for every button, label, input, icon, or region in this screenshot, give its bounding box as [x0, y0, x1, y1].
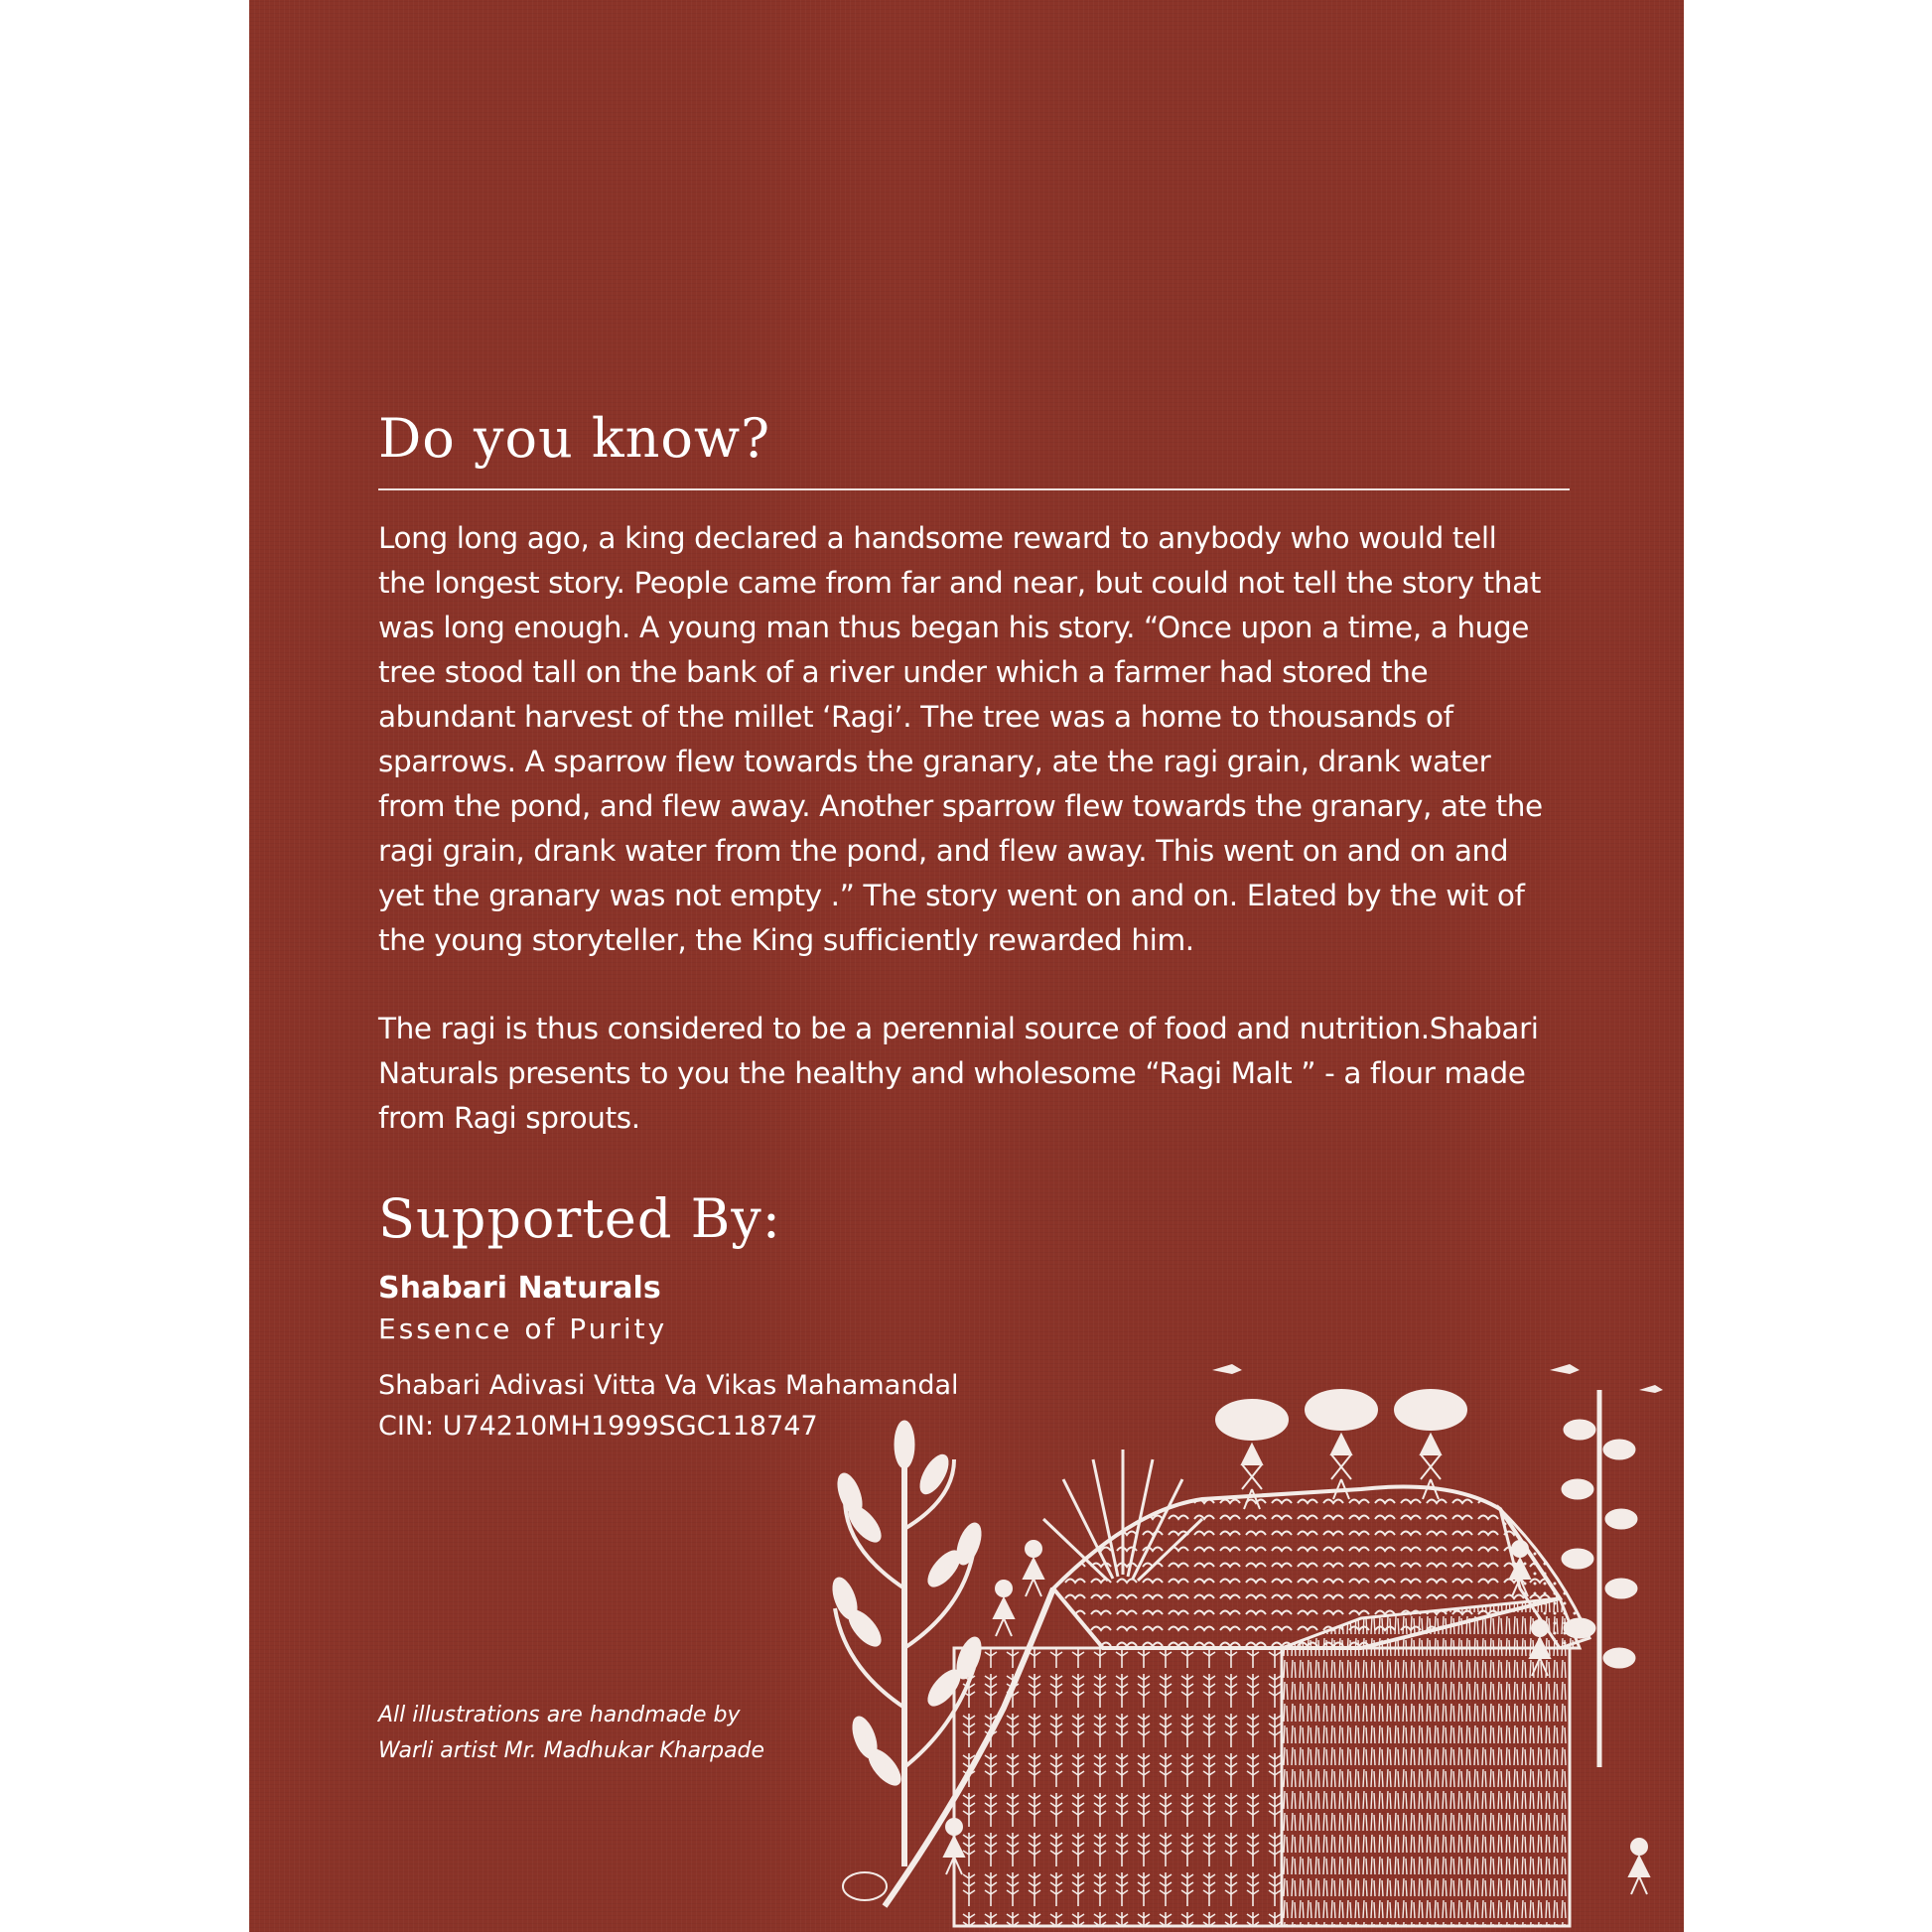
- story-paragraph: [378, 516, 1585, 963]
- story-line: yet the granary was not empty .” The story went on and on. Elated by the wit of: [378, 879, 1525, 912]
- right-tree: [1562, 1390, 1637, 1767]
- page-heading: Do you know?: [378, 407, 771, 470]
- story-line: sparrows. A sparrow flew towards the granary, ate the ragi grain, drank water: [378, 745, 1491, 778]
- grass-field: [1282, 1648, 1570, 1926]
- closing-line: The ragi is thus considered to be a perennial source of food and nutrition.Shabari: [378, 1012, 1539, 1045]
- closing-line: from Ragi sprouts.: [378, 1101, 640, 1135]
- story-line: was long enough. A young man thus began his story. “Once upon a time, a huge: [378, 611, 1530, 644]
- closing-paragraph: [378, 1007, 1585, 1141]
- crop-field: [954, 1648, 1282, 1926]
- story-line: from the pond, and flew away. Another sparrow flew towards the granary, ate the: [378, 789, 1543, 823]
- story-line: the young storyteller, the King sufficiently rewarded him.: [378, 923, 1194, 957]
- birds: [1212, 1364, 1663, 1393]
- story-line: ragi grain, drank water from the pond, and flew away. This went on and on and: [378, 834, 1509, 868]
- organization-name: Shabari Adivasi Vitta Va Vikas Mahamandal: [378, 1370, 959, 1401]
- heading-divider: [378, 488, 1570, 490]
- illustration-credit: [378, 1698, 764, 1769]
- brand-tagline: Essence of Purity: [378, 1312, 668, 1345]
- credit-line-1: All illustrations are handmade by: [378, 1703, 741, 1727]
- supported-by-heading: Supported By:: [378, 1187, 782, 1250]
- warli-illustration: [805, 1350, 1679, 1932]
- book-page: [249, 0, 1684, 1932]
- cin-number: CIN: U74210MH1999SGC118747: [378, 1411, 818, 1442]
- story-line: Long long ago, a king declared a handsome reward to anybody who would tell: [378, 521, 1497, 555]
- closing-line: Naturals presents to you the healthy and wholesome “Ragi Malt ” - a flour made: [378, 1056, 1526, 1090]
- story-line: tree stood tall on the bank of a river under which a farmer had stored the: [378, 655, 1429, 689]
- story-line: the longest story. People came from far and near, but could not tell the story that: [378, 566, 1541, 600]
- story-line: abundant harvest of the millet ‘Ragi’. The tree was a home to thousands of: [378, 700, 1453, 734]
- credit-line-2: Warli artist Mr. Madhukar Kharpade: [378, 1738, 765, 1763]
- brand-name: Shabari Naturals: [378, 1271, 661, 1306]
